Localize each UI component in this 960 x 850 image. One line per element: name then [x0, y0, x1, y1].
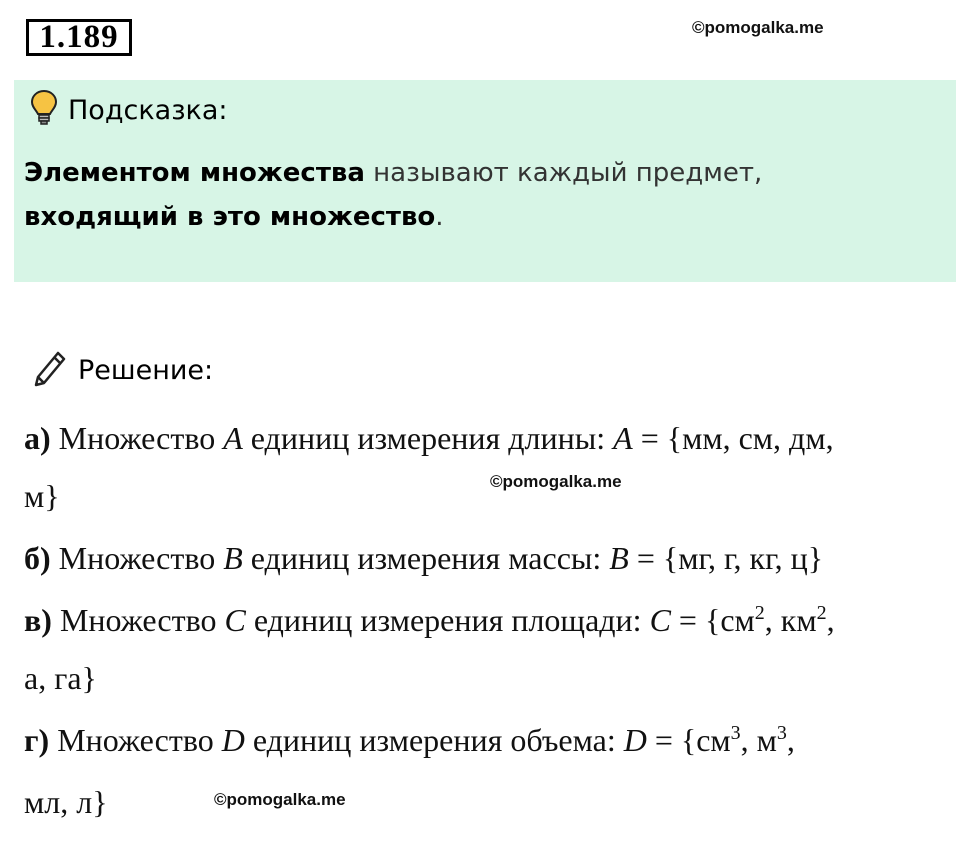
solution-line-g — [24, 722, 795, 759]
item-label-a: а) — [24, 420, 51, 456]
set-name: D — [221, 722, 245, 758]
text: единиц измерения длины: — [242, 420, 614, 456]
set-name: B — [609, 540, 629, 576]
text: единиц измерения массы: — [242, 540, 610, 576]
text: = {см — [670, 602, 755, 638]
watermark-top: ©pomogalka.me — [692, 18, 824, 37]
text: = {мм, см, дм, — [632, 420, 834, 456]
text: = {см — [646, 722, 731, 758]
text: единиц измерения объема: — [244, 722, 624, 758]
hint-line-1 — [24, 158, 762, 188]
set-name: A — [223, 420, 243, 456]
solution-title: Решение: — [78, 354, 214, 386]
lightbulb-icon — [30, 89, 58, 132]
watermark-bottom: ©pomogalka.me — [214, 790, 346, 809]
set-name: C — [649, 602, 671, 638]
pencil-icon — [30, 347, 70, 394]
text: , — [786, 722, 795, 758]
hint-line-2 — [24, 202, 444, 232]
set-name: B — [223, 540, 243, 576]
item-label-g: г) — [24, 722, 50, 758]
item-label-b: б) — [24, 540, 51, 576]
solution-header — [30, 348, 213, 392]
solution-line-a — [24, 420, 834, 457]
text: Множество — [50, 540, 224, 576]
text: = {мг, г, кг, ц} — [628, 540, 824, 576]
text: , км — [764, 602, 817, 638]
set-name: A — [613, 420, 633, 456]
solution-line-v-cont: а, га} — [24, 660, 97, 696]
set-name: C — [224, 602, 246, 638]
set-name: D — [623, 722, 647, 758]
hint-term: Элементом множества — [24, 158, 365, 188]
problem-number: 1.189 — [26, 19, 132, 56]
exponent: 3 — [776, 722, 787, 744]
solution-line-b — [24, 540, 823, 577]
text: Множество — [50, 420, 224, 456]
item-label-v: в) — [24, 602, 52, 638]
text: , — [826, 602, 835, 638]
text: Множество — [51, 602, 225, 638]
exponent: 2 — [816, 602, 827, 624]
solution-line-v — [24, 602, 835, 639]
hint-header — [30, 90, 228, 130]
exponent: 3 — [730, 722, 741, 744]
watermark-middle: ©pomogalka.me — [490, 472, 622, 491]
text: Множество — [49, 722, 222, 758]
solution-line-g-cont: мл, л} — [24, 784, 108, 820]
hint-title: Подсказка: — [68, 94, 228, 126]
text: , м — [740, 722, 777, 758]
hint-term-2: входящий в это множество — [24, 202, 436, 232]
text: единиц измерения площади: — [245, 602, 650, 638]
exponent: 2 — [754, 602, 765, 624]
hint-line-1-rest: называют каждый предмет, — [364, 158, 763, 188]
hint-line-2-rest: . — [435, 202, 444, 232]
solution-line-a-cont: м} — [24, 478, 60, 514]
